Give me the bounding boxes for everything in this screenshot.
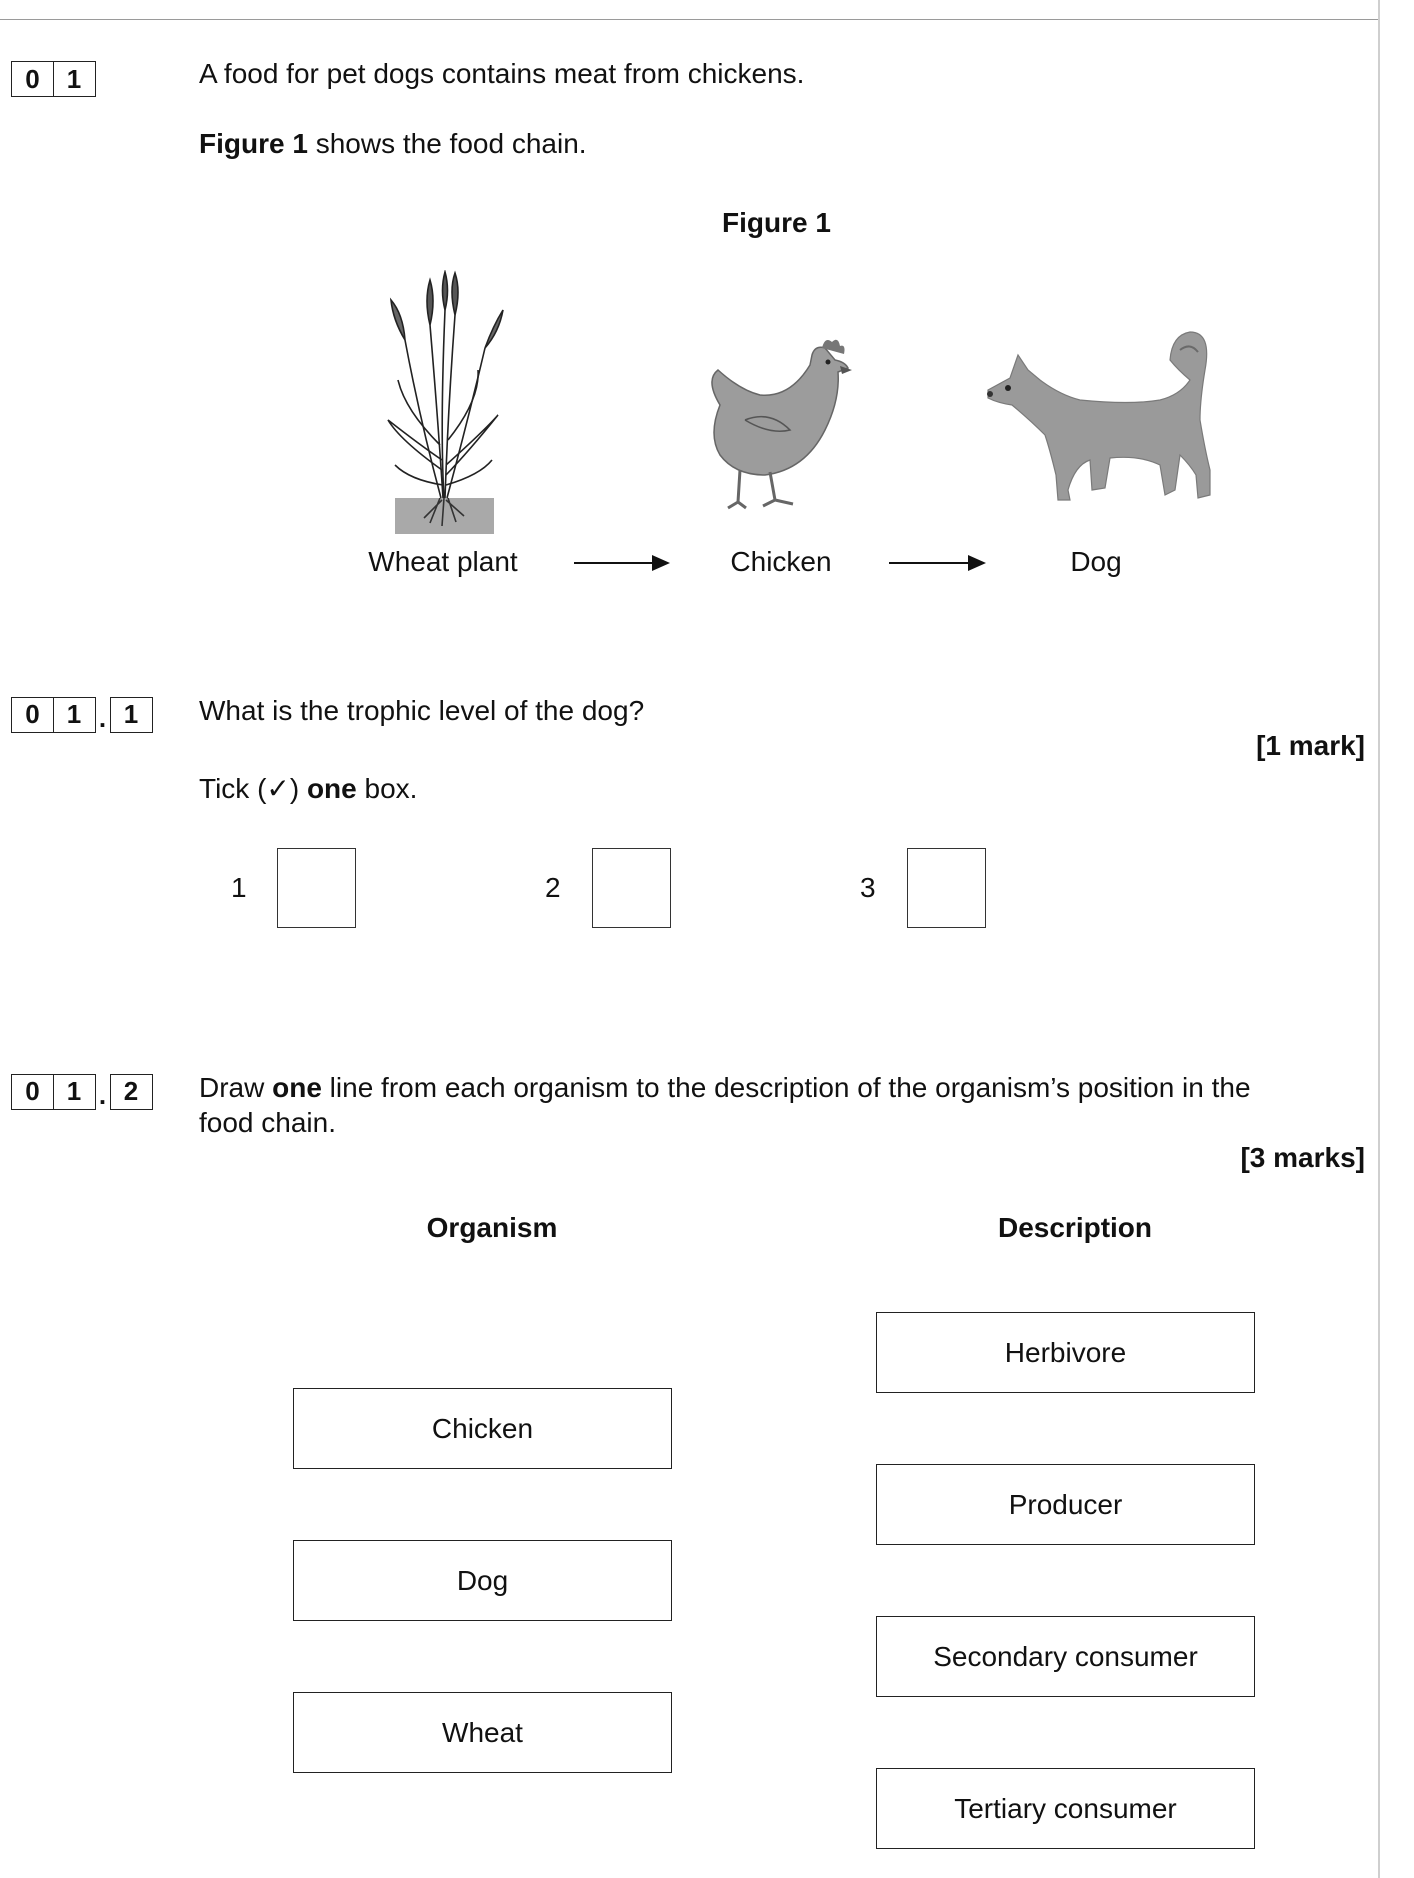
description-box-producer[interactable]: Producer bbox=[876, 1464, 1255, 1545]
tick-box-3[interactable] bbox=[907, 848, 986, 928]
option-label-2: 2 bbox=[545, 872, 561, 903]
chain-label-dog: Dog bbox=[1070, 546, 1122, 577]
arrow-icon bbox=[574, 555, 670, 571]
tick-instruction-post: box. bbox=[356, 773, 418, 804]
chain-label-chicken: Chicken bbox=[730, 546, 832, 577]
question-text: What is the trophic level of the dog? bbox=[199, 695, 645, 726]
arrow-icon bbox=[889, 555, 986, 571]
description-box-secondary-consumer[interactable]: Secondary consumer bbox=[876, 1616, 1255, 1697]
question-number-01-1 bbox=[11, 695, 153, 734]
option-label-1: 1 bbox=[231, 872, 247, 903]
question-text-line-1 bbox=[199, 1071, 1251, 1105]
organism-box-dog[interactable]: Dog bbox=[293, 1540, 672, 1621]
marks-label: [1 mark] bbox=[1256, 730, 1365, 761]
tick-box-2[interactable] bbox=[592, 848, 671, 928]
organism-box-wheat[interactable]: Wheat bbox=[293, 1692, 672, 1773]
organism-heading: Organism bbox=[426, 1212, 558, 1243]
description-box-herbivore[interactable]: Herbivore bbox=[876, 1312, 1255, 1393]
chicken-icon bbox=[712, 340, 852, 508]
tick-box-1[interactable] bbox=[277, 848, 356, 928]
question-dot: . bbox=[98, 703, 107, 733]
figure-title: Figure 1 bbox=[722, 207, 831, 238]
question-digit: 1 bbox=[53, 1074, 96, 1110]
question-digit: 1 bbox=[53, 697, 96, 733]
figure-reference-rest: shows the food chain. bbox=[307, 128, 587, 159]
question-digit: 0 bbox=[11, 697, 54, 733]
organism-box-chicken[interactable]: Chicken bbox=[293, 1388, 672, 1469]
right-margin-rule bbox=[1378, 0, 1380, 1878]
question-text-line-2: food chain. bbox=[199, 1107, 336, 1138]
question-digit: 2 bbox=[110, 1074, 153, 1110]
question-digit: 0 bbox=[11, 61, 54, 97]
food-chain-figure bbox=[0, 270, 1300, 590]
top-rule bbox=[0, 19, 1380, 20]
figure-reference-bold: Figure 1 bbox=[199, 128, 308, 159]
marks-label: [3 marks] bbox=[1240, 1142, 1365, 1173]
question-digit: 0 bbox=[11, 1074, 54, 1110]
question-number-01-2 bbox=[11, 1072, 153, 1111]
question-pre: Draw bbox=[199, 1072, 273, 1103]
tick-instruction-pre: Tick (✓) bbox=[199, 773, 307, 804]
question-dot: . bbox=[98, 1080, 107, 1110]
dog-icon bbox=[987, 332, 1210, 500]
question-line1-post: line from each organism to the description of the organism’s position in the bbox=[321, 1072, 1251, 1103]
option-label-3: 3 bbox=[860, 872, 876, 903]
wheat-plant-icon bbox=[388, 272, 503, 534]
tick-instruction bbox=[199, 772, 417, 806]
description-heading: Description bbox=[997, 1212, 1153, 1243]
question-digit: 1 bbox=[110, 697, 153, 733]
tick-instruction-bold: one bbox=[306, 773, 357, 804]
question-number-01 bbox=[11, 61, 96, 97]
question-digit: 1 bbox=[53, 61, 96, 97]
question-bold: one bbox=[272, 1072, 322, 1103]
description-box-tertiary-consumer[interactable]: Tertiary consumer bbox=[876, 1768, 1255, 1849]
figure-reference bbox=[199, 127, 587, 161]
chain-label-wheat: Wheat plant bbox=[368, 546, 518, 577]
question-intro: A food for pet dogs contains meat from chickens. bbox=[199, 58, 805, 89]
